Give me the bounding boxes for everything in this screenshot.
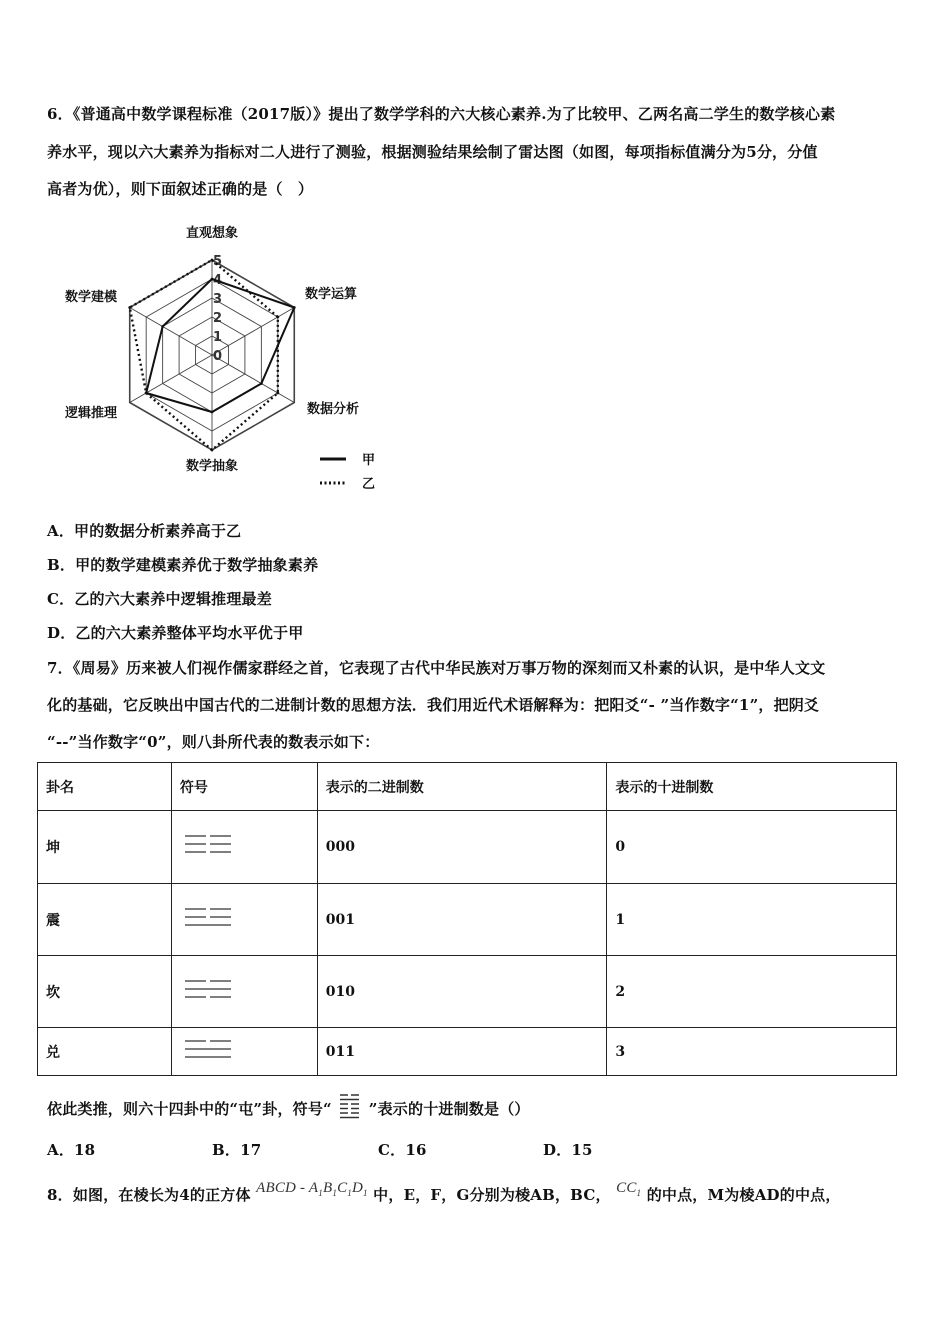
legend-jia-label: 甲	[362, 453, 376, 468]
q8-part3: 的中点，M为棱AD的中点，	[646, 1186, 841, 1204]
table-row	[38, 956, 897, 1028]
gua-decimal: 0	[607, 811, 897, 884]
kun-symbol-icon	[171, 811, 317, 884]
q7-option-b[interactable]: B．17	[212, 1141, 262, 1159]
cube-name: ABCD - $A_1B_1C_1D_1$	[256, 1180, 368, 1198]
radar-point	[211, 259, 214, 262]
q7-stem-line-2: 化的基础，它反映出中国古代的二进制计数的思想方法．我们用近代术语解释为：把阳爻“- ”当作数字“1”，把阴爻	[47, 696, 820, 714]
radar-axis-label: 逻辑推理	[64, 406, 117, 421]
radar-series-yi	[130, 260, 278, 450]
gua-name: 震	[38, 884, 172, 956]
q7-stem-line-1: 7．《周易》历来被人们视作儒家群经之首，它表现了古代中华民族对万事万物的深刻而又朴素的认识，是中华人文文	[47, 659, 826, 677]
radar-point	[211, 449, 214, 452]
gua-decimal: 2	[607, 956, 897, 1028]
radar-point	[211, 278, 214, 281]
q6-option-a[interactable]: A．甲的数据分析素养高于乙	[47, 522, 242, 540]
table-row	[38, 811, 897, 884]
radar-spoke	[130, 308, 212, 356]
radar-point	[276, 392, 279, 395]
gua-name: 兑	[38, 1028, 172, 1076]
radar-scale-label: 0	[213, 349, 223, 364]
q6-option-d[interactable]: D．乙的六大素养整体平均水平优于甲	[47, 624, 304, 642]
table-header-row	[38, 763, 897, 811]
q6-option-c[interactable]: C．乙的六大素养中逻辑推理最差	[47, 590, 272, 608]
radar-axis-label: 直观想象	[185, 226, 239, 241]
radar-axis-label: 数学运算	[305, 287, 358, 302]
radar-spoke	[212, 308, 294, 356]
gua-binary: 000	[317, 811, 607, 884]
gua-name: 坎	[38, 956, 172, 1028]
q8-part1: 8．如图，在棱长为4的正方体	[47, 1186, 251, 1204]
q8-part2: 中，E，F，G分别为棱AB，BC，	[373, 1186, 611, 1204]
header-symbol: 符号	[171, 763, 317, 811]
q6-stem-line-2: 养水平，现以六大素养为指标对二人进行了测验，根据测验结果绘制了雷达图（如图，每项指标值满分为5分，分值	[47, 143, 818, 161]
dui-symbol-icon	[171, 1028, 317, 1076]
radar-scale-label: 2	[213, 311, 223, 326]
radar-point	[276, 316, 279, 319]
header-name: 卦名	[38, 763, 172, 811]
radar-axis-label: 数据分析	[307, 402, 360, 417]
q7-followup-before: 依此类推，则六十四卦中的“屯”卦，符号“	[47, 1100, 332, 1118]
gua-name: 坤	[38, 811, 172, 884]
radar-point	[260, 382, 263, 385]
zhun-hexagram-icon	[337, 1092, 363, 1122]
radar-point	[161, 325, 164, 328]
gua-decimal: 1	[607, 884, 897, 956]
gua-binary: 010	[317, 956, 607, 1028]
radar-scale-label: 4	[213, 273, 223, 288]
bagua-table	[37, 762, 897, 1076]
header-binary: 表示的二进制数	[317, 763, 607, 811]
legend-yi-label: 乙	[362, 477, 376, 492]
q8-stem-line-1	[47, 1180, 841, 1206]
radar-point	[211, 411, 214, 414]
radar-axis-label: 数学建模	[64, 290, 117, 305]
gua-binary: 011	[317, 1028, 607, 1076]
radar-point	[293, 306, 296, 309]
gua-decimal: 3	[607, 1028, 897, 1076]
radar-scale-label: 1	[213, 330, 223, 345]
radar-chart	[40, 215, 390, 505]
table-row	[38, 1028, 897, 1076]
radar-axis-label: 数学抽象	[185, 459, 239, 474]
edge-name: $CC_1$	[616, 1180, 642, 1198]
header-decimal: 表示的十进制数	[607, 763, 897, 811]
zhen-symbol-icon	[171, 884, 317, 956]
radar-point	[128, 306, 131, 309]
q7-option-d[interactable]: D．15	[543, 1141, 593, 1159]
q7-option-a[interactable]: A．18	[47, 1141, 96, 1159]
q7-followup	[47, 1092, 530, 1122]
q6-stem-line-3: 高者为优），则下面叙述正确的是（ ）	[47, 180, 314, 198]
radar-spoke	[130, 355, 212, 403]
gua-binary: 001	[317, 884, 607, 956]
radar-spoke	[212, 355, 294, 403]
radar-scale-label: 5	[213, 254, 223, 269]
q6-option-b[interactable]: B．甲的数学建模素养优于数学抽象素养	[47, 556, 319, 574]
radar-scale-label: 3	[213, 292, 223, 307]
q6-stem-line-1: 6．《普通高中数学课程标准（2017版）》提出了数学学科的六大核心素养.为了比较甲、乙两名高二学生的数学核心素	[47, 105, 836, 123]
radar-point	[145, 392, 148, 395]
kan-symbol-icon	[171, 956, 317, 1028]
table-row	[38, 884, 897, 956]
q7-option-c[interactable]: C．16	[378, 1141, 427, 1159]
q7-followup-after: ”表示的十进制数是（）	[368, 1100, 530, 1118]
q7-stem-line-3: “--”当作数字“0”，则八卦所代表的数表示如下：	[47, 733, 380, 751]
